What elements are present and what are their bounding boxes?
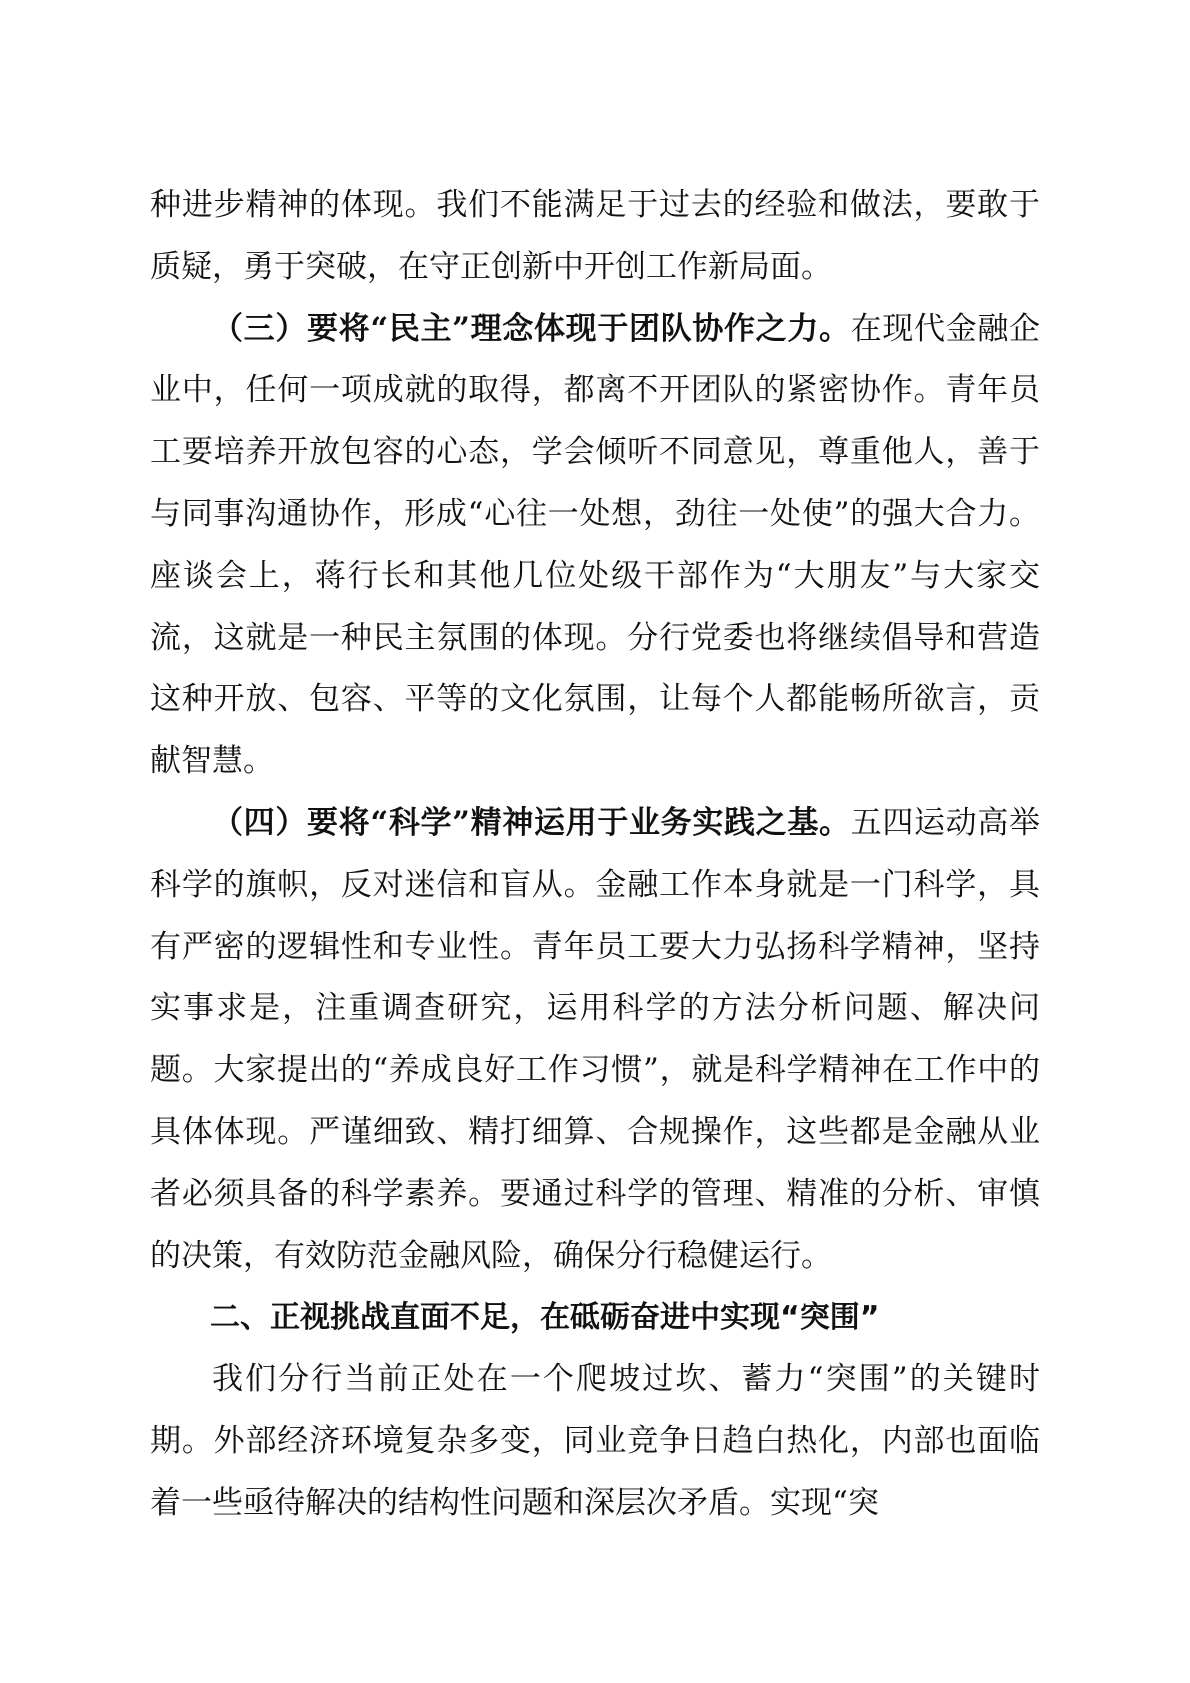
paragraph-text: 五四运动高举科学的旗帜，反对迷信和盲从。金融工作本身就是一门科学，具有严密的逻辑性和专业性。青年员工要大力弘扬科学精神，坚持实事求是，注重调查研究，运用科学的方法分析问题、解决问题。大家提出的“养成良好工作习惯”，就是科学精神在工作中的具体体现。严谨细致、精打细算、合规操作，这些都是金融从业者必须具备的科学素养。要通过科学的管理、精准的分析、审慎的决策，有效防范金融风险，确保分行稳健运行。: [150, 804, 1040, 1274]
paragraph-text: 种进步精神的体现。我们不能满足于过去的经验和做法，要敢于质疑，勇于突破，在守正创新中开创工作新局面。: [150, 187, 1040, 285]
paragraph-breakthrough: [150, 1349, 1040, 1534]
paragraph-lead-science: （四）要将“科学”精神运用于业务实践之基。: [212, 804, 851, 841]
paragraph-text: 我们分行当前正处在一个爬坡过坎、蓄力“突围”的关键时期。外部经济环境复杂多变，同业竞争日趋白热化，内部也面临着一些亟待解决的结构性问题和深层次矛盾。实现“突: [150, 1361, 1040, 1521]
paragraph-continuation: [150, 175, 1040, 299]
paragraph-lead-democracy: （三）要将“民主”理念体现于团队协作之力。: [212, 310, 851, 347]
paragraph-democracy: [150, 299, 1040, 793]
section-heading: 二、正视挑战直面不足，在砥砺奋进中实现“突围”: [210, 1300, 880, 1336]
document-page: [150, 175, 1040, 1535]
paragraph-science: [150, 793, 1040, 1287]
paragraph-text: 在现代金融企业中，任何一项成就的取得，都离不开团队的紧密协作。青年员工要培养开放包容的心态，学会倾听不同意见，尊重他人，善于与同事沟通协作，形成“心往一处想，劲往一处使”的强大合力。座谈会上，蒋行长和其他几位处级干部作为“大朋友”与大家交流，这就是一种民主氛围的体现。分行党委也将继续倡导和营造这种开放、包容、平等的文化氛围，让每个人都能畅所欲言，贡献智慧。: [150, 310, 1040, 780]
